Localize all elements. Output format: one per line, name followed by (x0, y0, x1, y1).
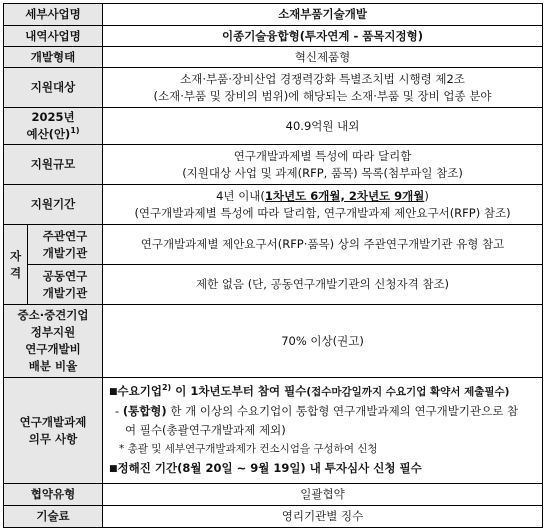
target-line-1: 소재·부품·장비산업 경쟁력강화 특별조치법 시행령 제2조 (180, 71, 465, 86)
duty-dash-continuation: 여 필수(총괄연구개발과제 제외) (125, 423, 286, 437)
duty-bullet-1 (109, 382, 536, 402)
row-sme-ratio (4, 305, 543, 378)
label-scale: 지원규모 (4, 145, 103, 185)
duty-note: * 총괄 및 세부연구개발과제가 컨소시엄을 구성하여 신청 (119, 443, 378, 455)
budget-label-line-1: 2025년 (31, 110, 75, 124)
period-prefix: 4년 이내( (216, 188, 265, 203)
label-joint-institution (28, 265, 103, 305)
duty-dash-text: 한 개 이상의 수요기업이 통합형 연구개발과제의 연구개발기관으로 참 (166, 404, 519, 418)
label-period: 지원기간 (4, 185, 103, 225)
label-target: 지원대상 (4, 68, 103, 108)
row-subproject (4, 4, 543, 26)
value-joint-institution: 제한 없음 (단, 공동연구개발기관의 신청자격 참조) (103, 265, 543, 305)
lead-label-line-1: 주관연구 (42, 228, 88, 243)
label-fee: 기술료 (4, 506, 103, 528)
row-budget (4, 108, 543, 145)
row-fee (4, 506, 543, 528)
square-bullet-icon: ■ (109, 464, 118, 474)
period-line-1 (107, 188, 538, 205)
value-subproject: 소재부품기술개발 (103, 4, 543, 26)
target-line-2: (소재·부품 및 장비의 범위)에 해당되는 소재·부품 및 장비 업종 분야 (153, 88, 492, 103)
duty-bullet-2 (109, 459, 536, 479)
row-target (4, 68, 543, 108)
sme-label-line-1: 중소·중견기업 (17, 308, 89, 322)
row-scale (4, 145, 543, 185)
period-suffix: ) (424, 188, 429, 203)
value-sme-ratio: 70% 이상(권고) (103, 305, 543, 378)
row-qualification-joint (4, 265, 543, 305)
value-detail-project: 이종기술융합형(투자연계 - 품목지정형) (103, 26, 543, 47)
value-period (103, 185, 543, 225)
duty-bullet-1-text-2: 이 1차년도부터 참여 필수 (171, 384, 307, 398)
period-line-2: (연구개발과제별 특성에 따라 달리함, 연구개발과제 제안요구서(RFP) 참조) (134, 205, 511, 220)
period-emphasis: 1차년도 6개월, 2차년도 9개월 (264, 188, 425, 203)
value-lead-institution: 연구개발과제별 제안요구서(RFP·품목) 상의 주관연구개발기관 유형 참고 (103, 225, 543, 265)
label-lead-institution (28, 225, 103, 265)
label-qualification (4, 225, 28, 305)
value-budget: 40.9억원 내외 (103, 108, 543, 145)
value-dev-type: 혁신제품형 (103, 47, 543, 68)
duty-dash-emphasis: (통합형) (122, 404, 167, 418)
label-budget (4, 108, 103, 145)
label-subproject: 세부사업명 (4, 4, 103, 26)
square-bullet-icon: ■ (109, 387, 118, 397)
sme-label-line-2: 정부지원 (30, 325, 76, 339)
row-duty (4, 378, 543, 484)
label-sme-ratio (4, 305, 103, 378)
value-scale (103, 145, 543, 185)
label-duty (4, 378, 103, 484)
scale-line-2: (지원대상 사업 및 과제(RFP, 품목) 목록(첨부파일 참조) (182, 165, 463, 180)
qualification-char-2: 격 (9, 265, 22, 280)
dash-marker: - (115, 404, 120, 418)
joint-label-line-1: 공동연구 (42, 268, 88, 283)
duty-bullet-1-text: 수요기업 (117, 384, 162, 398)
row-qualification-lead (4, 225, 543, 265)
duty-label-line-1: 연구개발과제 (19, 414, 87, 429)
row-detail-project (4, 26, 543, 47)
budget-footnote-mark: 1) (70, 126, 80, 136)
duty-footnote-mark: 2) (161, 383, 172, 393)
value-fee: 영리기관별 징수 (103, 506, 543, 528)
label-detail-project: 내역사업명 (4, 26, 103, 47)
label-dev-type: 개발형태 (4, 47, 103, 68)
duty-bullet-2-text: 정해진 기간(8월 20일 ~ 9월 19일) 내 투자심사 신청 필수 (117, 461, 422, 475)
value-agreement: 일괄협약 (103, 484, 543, 506)
duty-bullet-1-note: (접수마감일까지 수요기업 확약서 제출필수) (306, 386, 510, 398)
duty-dash-item (109, 402, 536, 421)
lead-label-line-2: 개발기관 (42, 245, 88, 260)
value-target (103, 68, 543, 108)
label-agreement: 협약유형 (4, 484, 103, 506)
sme-label-line-3: 연구개발비 (25, 342, 81, 356)
qualification-char-1: 자 (9, 248, 22, 263)
joint-label-line-2: 개발기관 (42, 285, 88, 300)
program-info-table (3, 3, 543, 528)
budget-label-line-2 (8, 126, 98, 143)
value-duty (103, 378, 543, 484)
row-dev-type (4, 47, 543, 68)
row-period (4, 185, 543, 225)
duty-label-line-2: 의무 사항 (28, 431, 78, 446)
budget-label-text: 예산(안) (26, 127, 71, 141)
sme-label-line-4: 배분 비율 (28, 359, 78, 373)
scale-line-1: 연구개발과제별 특성에 따라 달리함 (233, 148, 412, 163)
